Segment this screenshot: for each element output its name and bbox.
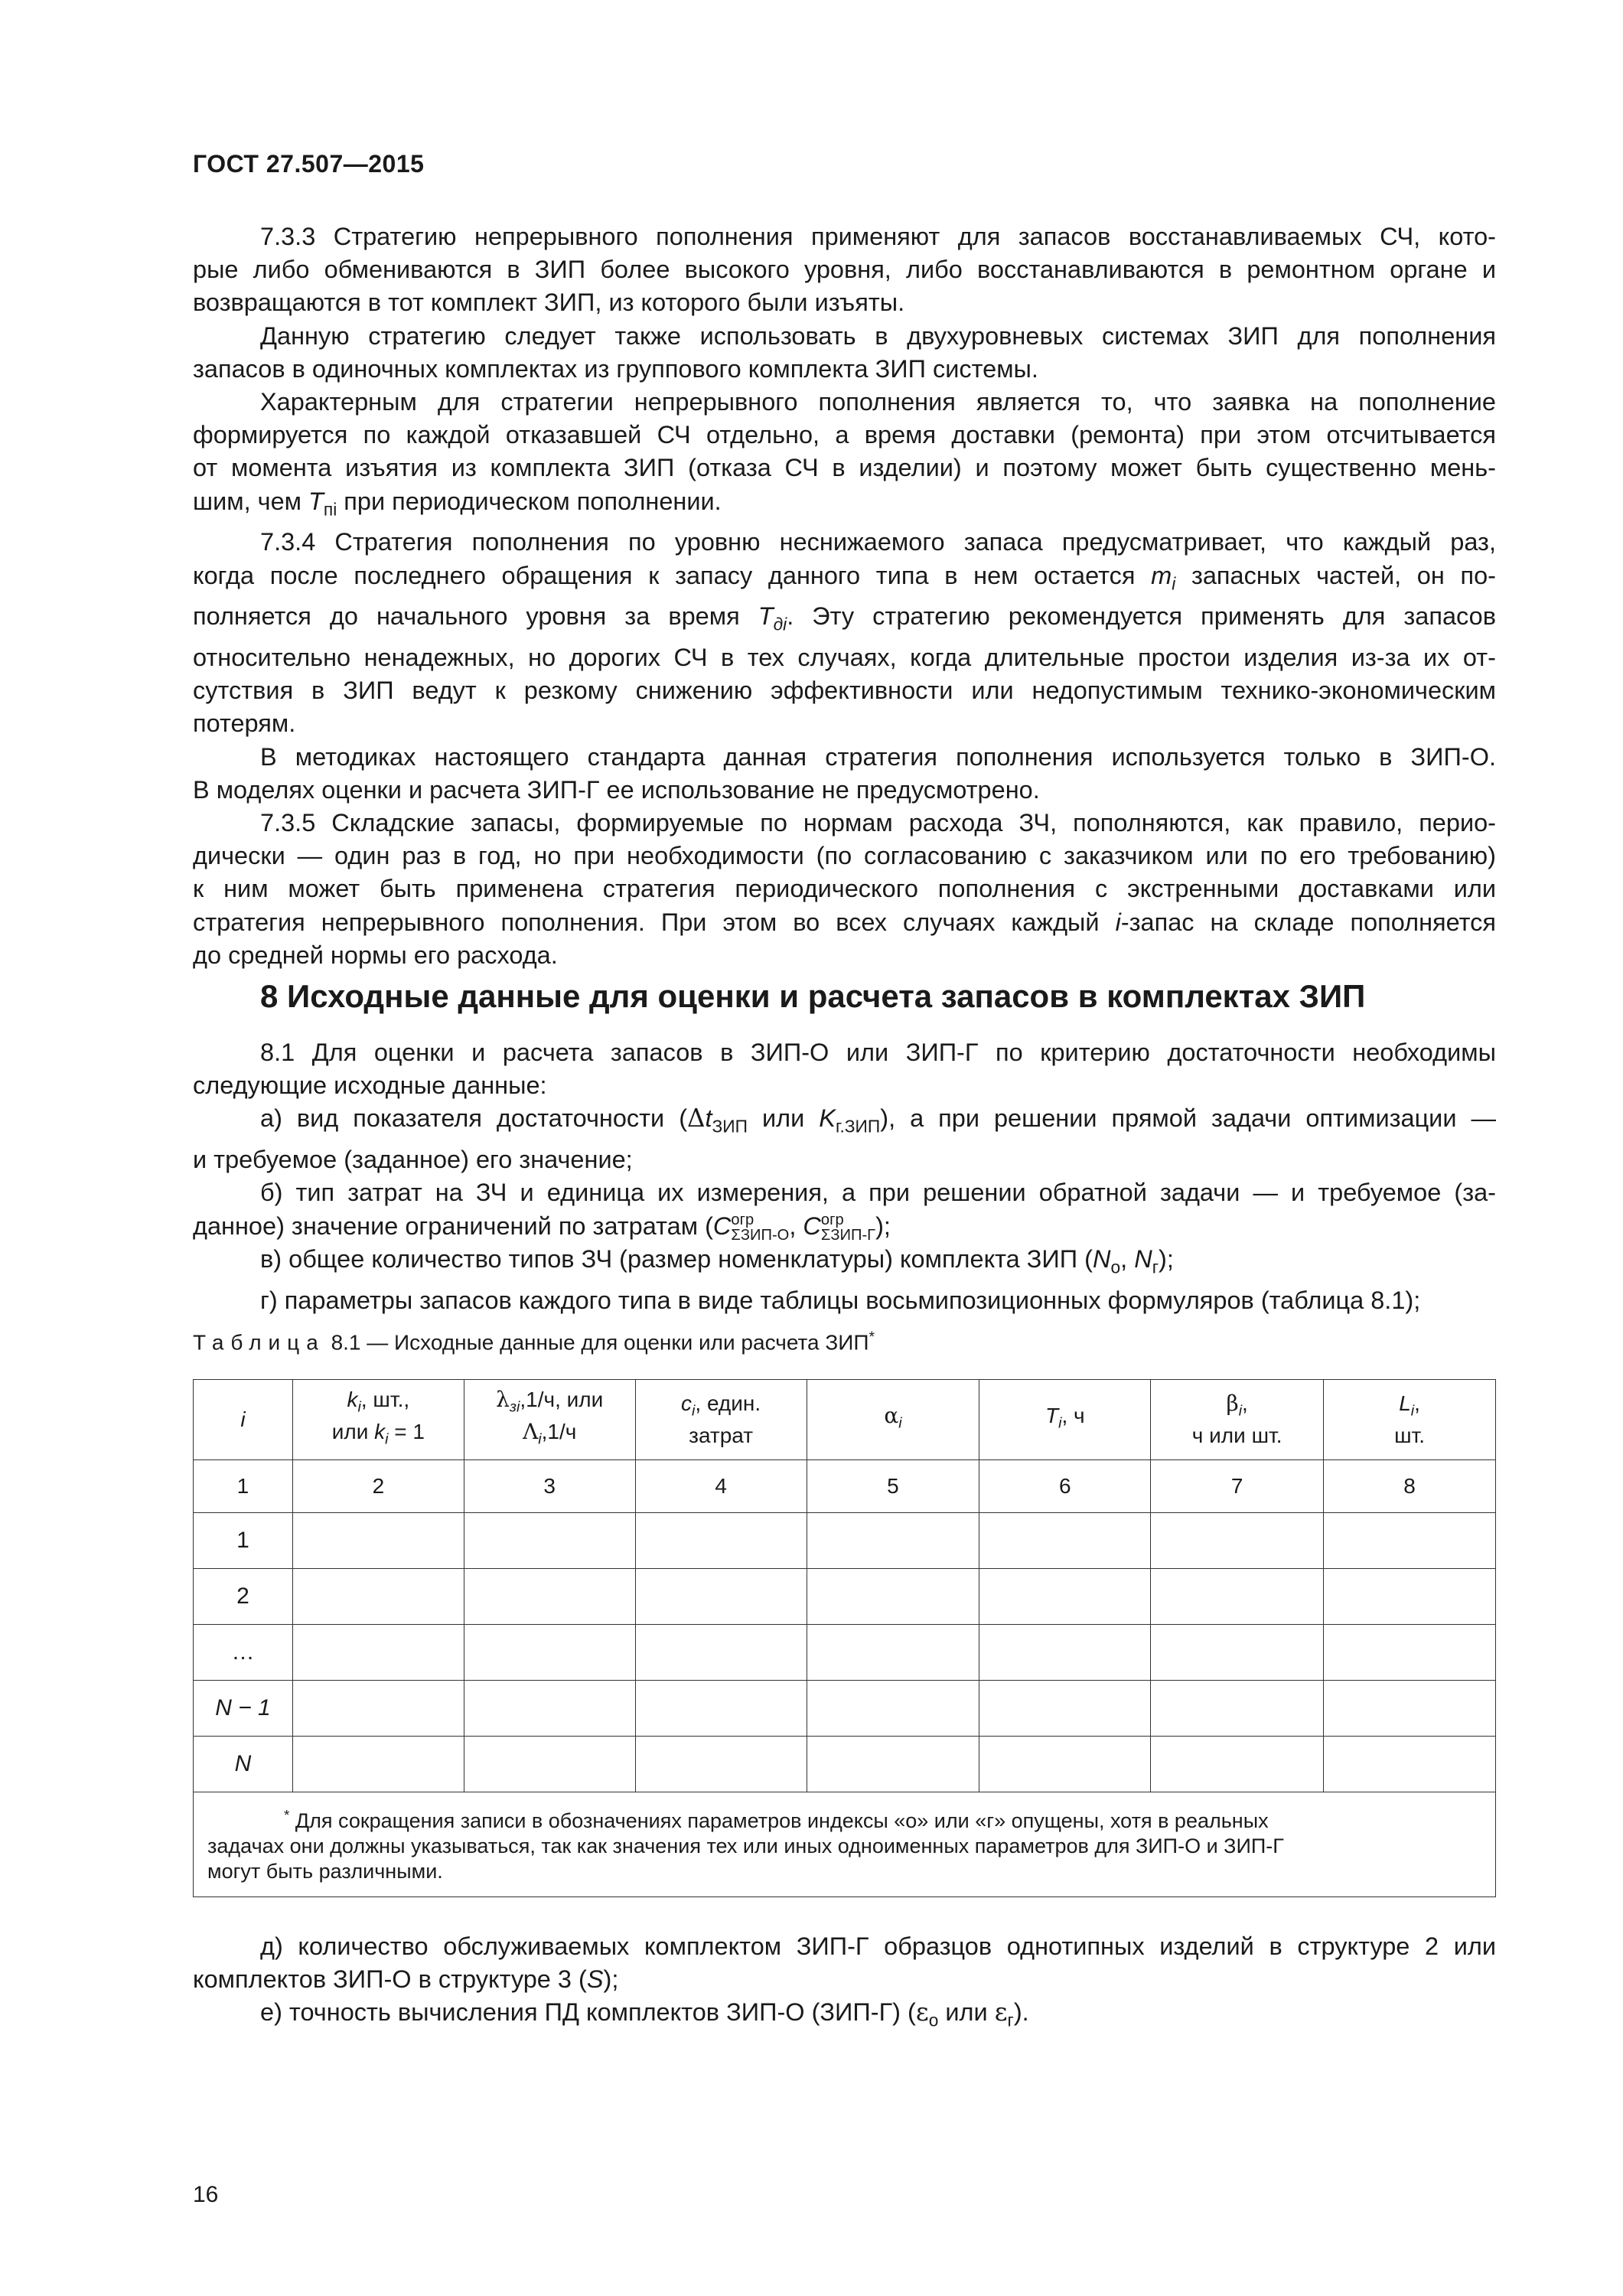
paragraph-8-1-line: следующие исходные данные: — [193, 1071, 547, 1100]
header-cell-beta: $\beta_i$, ч или шт. — [1151, 1380, 1324, 1460]
column-number: 6 — [979, 1460, 1151, 1513]
document-header: ГОСТ 27.507—2015 — [193, 150, 425, 178]
section-7-text — [193, 220, 1496, 972]
column-number: 1 — [194, 1460, 293, 1513]
list-item-v-line: в) общее количество типов ЗЧ (размер номенклатуры) комплекта ЗИП ($N_о$, $N_г$); — [260, 1244, 1174, 1277]
paragraph-7-3-4-line: сутствия в ЗИП ведут к резкому снижению эффективности или недопустимым технико-экономическим — [193, 677, 1496, 705]
paragraph-line: запасов в одиночных комплектах из группового комплекта ЗИП системы. — [193, 354, 1038, 383]
header-cell-cost: $c_i$, един. затрат — [635, 1380, 807, 1460]
paragraph-7-3-3-line: 7.3.3 Стратегию непрерывного пополнения применяют для запасов восстанавливаемых СЧ, кото- — [260, 223, 1496, 250]
column-number: 3 — [464, 1460, 635, 1513]
paragraph-line: Характерным для стратегии непрерывного пополнения является то, что заявка на пополнение — [260, 388, 1496, 416]
section-8-title: 8 Исходные данные для оценки и расчета запасов в комплектах ЗИП — [260, 978, 1366, 1014]
table-row — [194, 1681, 1496, 1737]
header-cell-t: $T_i$, ч — [979, 1380, 1151, 1460]
table-row — [194, 1569, 1496, 1625]
list-item-d-line: д) количество обслуживаемых комплектом ЗИП-Г образцов однотипных изделий в структуре 2 или — [260, 1932, 1496, 1960]
page-number: 16 — [193, 2182, 219, 2207]
list-item-d-line: комплектов ЗИП-О в структуре 3 (S); — [193, 1965, 619, 1994]
list-item-a-line: и требуемое (заданное) его значение; — [193, 1146, 633, 1174]
header-cell-k: $k_i$, шт., или $k_i = 1$ — [292, 1380, 464, 1460]
section-8-text-continued — [193, 1930, 1496, 2037]
table-footnote: * Для сокращения записи в обозначениях параметров индексы «о» или «г» опущены, хотя в реальных задачах они должны указываться, так как значения тех или иных одноименных параметров для ЗИП-О и ЗИП-Г могут быть различными. — [194, 1792, 1496, 1897]
list-item-b-line: б) тип затрат на ЗЧ и единица их измерения, а при решении обратной задачи — и требуемое (за- — [260, 1179, 1496, 1207]
paragraph-line: шим, чем $T_{пi}$ при периодическом пополнении. — [193, 487, 722, 520]
list-item-a-line: а) вид показателя достаточности ($\Delta t_{ЗИП}$ или $K_{г.ЗИП}$), а при решении прямой задачи оптимизации — — [260, 1104, 1496, 1137]
paragraph-7-3-3-line: рые либо обмениваются в ЗИП более высокого уровня, либо восстанавливаются в ремонтном органе и — [193, 256, 1496, 284]
column-number-row — [194, 1460, 1496, 1513]
column-number: 4 — [635, 1460, 807, 1513]
table-header-row — [194, 1380, 1496, 1460]
column-number: 5 — [807, 1460, 979, 1513]
paragraph-7-3-5-line: дически — один раз в год, но при необходимости (по согласованию с заказчиком или по его требованию) — [193, 842, 1496, 870]
paragraph-7-3-5-line: к ним может быть применена стратегия периодического пополнения с экстренными доставками или — [193, 875, 1496, 903]
row-label: N − 1 — [194, 1681, 293, 1737]
paragraph-7-3-4-line: относительно ненадежных, но дорогих СЧ в тех случаях, когда длительные простои изделия из-за их от- — [193, 643, 1496, 671]
row-label: 1 — [194, 1513, 293, 1569]
paragraph-7-3-5-line: 7.3.5 Складские запасы, формируемые по нормам расхода ЗЧ, пополняются, как правило, перио- — [260, 808, 1496, 837]
column-number: 8 — [1324, 1460, 1496, 1513]
paragraph-7-3-4-line: когда после последнего обращения к запасу данного типа в нем остается $m_i$ запасных частей, он по- — [193, 561, 1496, 594]
paragraph-line: от момента изъятия из комплекта ЗИП (отказа СЧ в изделии) и поэтому может быть существенно мень- — [193, 454, 1496, 482]
header-cell-i: i — [194, 1380, 293, 1460]
table-row — [194, 1513, 1496, 1569]
paragraph-line: Данную стратегию следует также использовать в двухуровневых системах ЗИП для пополнения — [260, 321, 1496, 350]
table-row — [194, 1737, 1496, 1792]
table-note-row — [194, 1792, 1496, 1897]
list-item-e-line: е) точность вычисления ПД комплектов ЗИП-О (ЗИП-Г) ($\varepsilon_о$ или $\varepsilon_г$). — [260, 1998, 1029, 2030]
paragraph-7-3-3-line: возвращаются в тот комплект ЗИП, из которого были изъяты. — [193, 289, 905, 317]
paragraph-7-3-4-line: полняется до начального уровня за время $T_{дi}$. Эту стратегию рекомендуется применять для запасов — [193, 602, 1496, 634]
paragraph-line: формируется по каждой отказавшей СЧ отдельно, а время доставки (ремонта) при этом отсчитывается — [193, 421, 1496, 449]
row-label: N — [194, 1737, 293, 1792]
paragraph-7-3-5-line: до средней нормы его расхода. — [193, 941, 558, 969]
row-label: 2 — [194, 1569, 293, 1625]
table-caption: Таблица 8.1 — Исходные данные для оценки или расчета ЗИП* — [193, 1329, 875, 1355]
header-cell-l: $L_i$, шт. — [1324, 1380, 1496, 1460]
paragraph-line: В моделях оценки и расчета ЗИП-Г ее использование не предусмотрено. — [193, 775, 1040, 804]
row-label: … — [194, 1625, 293, 1681]
paragraph-7-3-4-line: 7.3.4 Стратегия пополнения по уровню неснижаемого запаса предусматривает, что каждый раз, — [260, 528, 1496, 556]
paragraph-line: В методиках настоящего стандарта данная стратегия пополнения используется только в ЗИП-О. — [260, 742, 1496, 771]
header-cell-alpha: $\alpha_i$ — [807, 1380, 979, 1460]
paragraph-8-1-line: 8.1 Для оценки и расчета запасов в ЗИП-О или ЗИП-Г по критерию достаточности необходимы — [260, 1039, 1496, 1066]
column-number: 7 — [1151, 1460, 1324, 1513]
section-8-text — [193, 1036, 1496, 1317]
input-data-table — [193, 1379, 1496, 1897]
list-item-b-line: данное) значение ограничений по затратам (C огр ΣЗИП-О , C огр ΣЗИП-Г ); — [193, 1211, 891, 1244]
paragraph-7-3-4-line: потерям. — [193, 709, 296, 738]
table-row — [194, 1625, 1496, 1681]
paragraph-7-3-5-line: стратегия непрерывного пополнения. При этом во всех случаях каждый i-запас на складе пополняется — [193, 908, 1496, 936]
column-number: 2 — [292, 1460, 464, 1513]
header-cell-lambda: $\lambda_{зi},1/ч$, или $\Lambda_i,1/ч$ — [464, 1380, 635, 1460]
list-item-g-line: г) параметры запасов каждого типа в виде таблицы восьмипозиционных формуляров (таблица 8.1); — [260, 1286, 1421, 1314]
